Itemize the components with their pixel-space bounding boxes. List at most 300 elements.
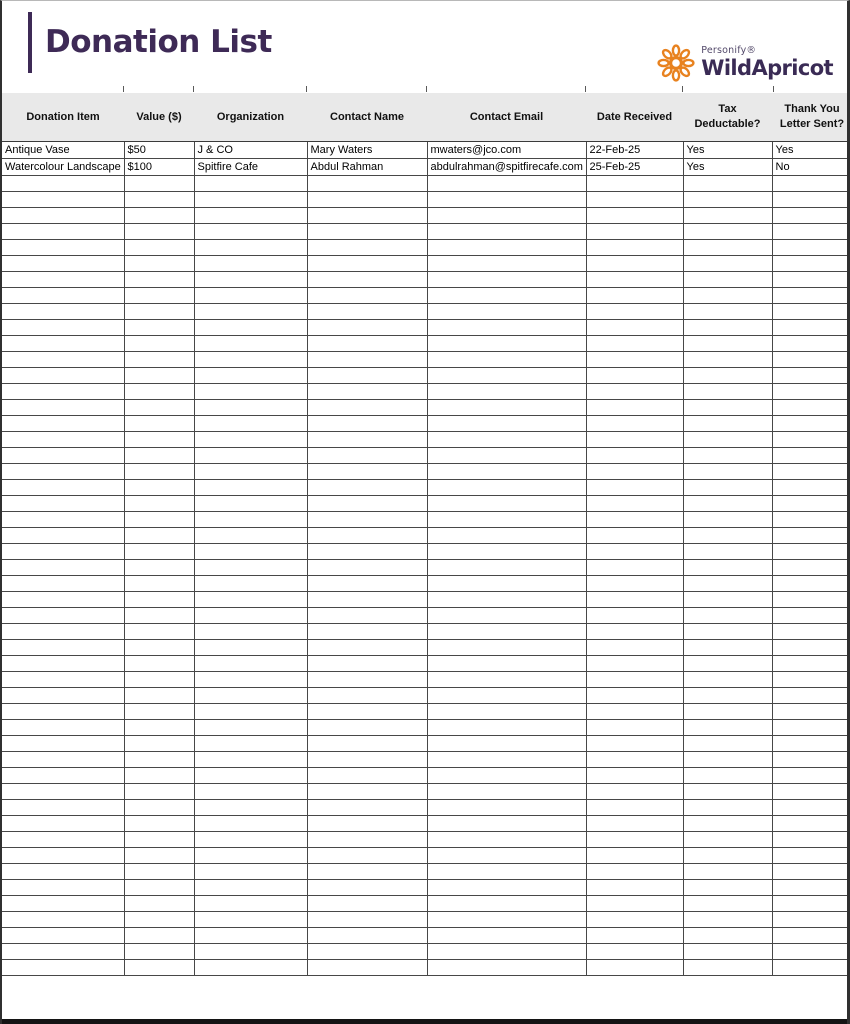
table-row-empty: [2, 687, 850, 703]
table-cell: [2, 735, 124, 751]
table-cell: Yes: [772, 141, 850, 158]
table-cell: [683, 223, 772, 239]
title-area: [2, 1, 847, 93]
table-cell: [124, 607, 194, 623]
table-cell: [683, 463, 772, 479]
table-cell: [586, 959, 683, 975]
table-cell: [586, 511, 683, 527]
table-cell: [586, 751, 683, 767]
table-cell: [194, 287, 307, 303]
table-cell: [427, 591, 586, 607]
table-cell: [2, 463, 124, 479]
table-cell: [194, 479, 307, 495]
table-cell: [683, 847, 772, 863]
table-cell: [307, 207, 427, 223]
table-cell: [427, 287, 586, 303]
table-cell: [307, 831, 427, 847]
table-cell: [194, 943, 307, 959]
table-cell: [683, 799, 772, 815]
table-cell: [194, 879, 307, 895]
table-cell: [772, 351, 850, 367]
table-cell: [427, 623, 586, 639]
table-cell: [683, 335, 772, 351]
table-cell: [772, 447, 850, 463]
table-cell: [307, 175, 427, 191]
table-cell: [307, 687, 427, 703]
table-cell: [427, 943, 586, 959]
table-cell: [683, 655, 772, 671]
table-cell: [683, 767, 772, 783]
table-row-empty: [2, 447, 850, 463]
table-cell: [586, 607, 683, 623]
table-cell: [427, 447, 586, 463]
table-cell: [683, 591, 772, 607]
table-cell: [194, 223, 307, 239]
table-cell: [427, 223, 586, 239]
table-cell: [683, 783, 772, 799]
table-cell: [2, 447, 124, 463]
table-cell: [772, 367, 850, 383]
table-cell: [124, 335, 194, 351]
table-cell: [772, 671, 850, 687]
table-cell: [683, 927, 772, 943]
table-row-empty: [2, 223, 850, 239]
table-cell: [772, 687, 850, 703]
table-cell: [683, 815, 772, 831]
table-cell: [124, 575, 194, 591]
table-cell: [586, 943, 683, 959]
table-cell: [427, 895, 586, 911]
table-cell: [307, 479, 427, 495]
table-cell: [194, 767, 307, 783]
table-cell: [194, 671, 307, 687]
donation-table: [2, 93, 850, 976]
table-cell: [772, 847, 850, 863]
table-cell: [683, 575, 772, 591]
table-cell: [194, 351, 307, 367]
table-cell: [307, 767, 427, 783]
table-cell: [427, 863, 586, 879]
table-cell: [683, 879, 772, 895]
table-cell: [2, 271, 124, 287]
table-cell: [772, 927, 850, 943]
table-cell: [307, 543, 427, 559]
table-cell: [586, 815, 683, 831]
table-row-empty: [2, 863, 850, 879]
table-cell: [683, 527, 772, 543]
table-cell: [427, 575, 586, 591]
table-row-empty: [2, 767, 850, 783]
table-cell: [772, 527, 850, 543]
table-cell: [124, 431, 194, 447]
table-cell: [427, 351, 586, 367]
table-cell: [772, 831, 850, 847]
table-cell: [2, 495, 124, 511]
table-cell: [427, 735, 586, 751]
table-row-empty: [2, 927, 850, 943]
table-cell: [124, 415, 194, 431]
table-cell: [772, 575, 850, 591]
table-cell: [586, 175, 683, 191]
table-cell: [2, 287, 124, 303]
table-cell: [772, 799, 850, 815]
table-cell: [124, 815, 194, 831]
table-cell: [307, 943, 427, 959]
table-cell: [124, 495, 194, 511]
column-header: Value ($): [124, 93, 194, 141]
table-cell: [683, 207, 772, 223]
table-cell: abdulrahman@spitfirecafe.com: [427, 158, 586, 175]
table-cell: [124, 639, 194, 655]
table-cell: [683, 895, 772, 911]
table-row-empty: [2, 367, 850, 383]
table-cell: [2, 767, 124, 783]
table-cell: [427, 527, 586, 543]
table-row-empty: [2, 559, 850, 575]
table-cell: [2, 911, 124, 927]
column-tick: [682, 86, 683, 92]
table-cell: [194, 639, 307, 655]
table-cell: [683, 191, 772, 207]
table-cell: [194, 431, 307, 447]
table-cell: [683, 399, 772, 415]
table-cell: [307, 367, 427, 383]
table-cell: Yes: [683, 141, 772, 158]
table-cell: [586, 831, 683, 847]
table-cell: [772, 191, 850, 207]
table-cell: [194, 815, 307, 831]
table-cell: [194, 191, 307, 207]
table-cell: [194, 255, 307, 271]
table-cell: [586, 687, 683, 703]
table-row-empty: [2, 703, 850, 719]
table-cell: [194, 559, 307, 575]
table-cell: [194, 543, 307, 559]
table-cell: [586, 623, 683, 639]
table-cell: [124, 863, 194, 879]
table-row-empty: [2, 495, 850, 511]
table-cell: [427, 639, 586, 655]
table-cell: [194, 207, 307, 223]
table-row-empty: [2, 879, 850, 895]
table-cell: [194, 623, 307, 639]
table-cell: [772, 239, 850, 255]
table-row-empty: [2, 655, 850, 671]
table-cell: [124, 911, 194, 927]
table-cell: [307, 431, 427, 447]
column-header: Contact Email: [427, 93, 586, 141]
table-cell: [586, 223, 683, 239]
title-block: [28, 12, 272, 73]
table-row-empty: [2, 527, 850, 543]
table-cell: [427, 687, 586, 703]
table-cell: [194, 239, 307, 255]
table-row-empty: [2, 607, 850, 623]
table-cell: [683, 719, 772, 735]
table-cell: [427, 239, 586, 255]
table-cell: [586, 351, 683, 367]
table-cell: [427, 271, 586, 287]
table-cell: [2, 879, 124, 895]
table-row-empty: [2, 639, 850, 655]
table-cell: [124, 591, 194, 607]
table-row-empty: [2, 895, 850, 911]
table-cell: [586, 671, 683, 687]
table-cell: [194, 927, 307, 943]
table-cell: [2, 207, 124, 223]
table-row-empty: [2, 335, 850, 351]
table-cell: [194, 463, 307, 479]
table-cell: [307, 751, 427, 767]
table-cell: [427, 335, 586, 351]
header-row: [2, 93, 850, 141]
table-cell: [586, 367, 683, 383]
table-cell: [124, 463, 194, 479]
table-cell: [307, 703, 427, 719]
table-cell: [124, 895, 194, 911]
table-cell: [772, 703, 850, 719]
table-cell: [586, 239, 683, 255]
column-tick: [123, 86, 124, 92]
table-cell: [772, 911, 850, 927]
table-cell: [124, 879, 194, 895]
table-cell: [2, 335, 124, 351]
table-cell: [427, 399, 586, 415]
table-cell: [307, 719, 427, 735]
table-cell: [307, 335, 427, 351]
table-cell: 25-Feb-25: [586, 158, 683, 175]
table-cell: [194, 863, 307, 879]
table-cell: [124, 831, 194, 847]
table-cell: [586, 559, 683, 575]
column-header: Date Received: [586, 93, 683, 141]
table-cell: [2, 863, 124, 879]
table-cell: [307, 223, 427, 239]
table-row-empty: [2, 383, 850, 399]
table-cell: [772, 175, 850, 191]
table-cell: [124, 719, 194, 735]
table-cell: [307, 255, 427, 271]
table-cell: [307, 815, 427, 831]
table-cell: [2, 799, 124, 815]
table-cell: [124, 783, 194, 799]
table-cell: [683, 175, 772, 191]
table-cell: [683, 239, 772, 255]
table-cell: [194, 175, 307, 191]
table-cell: [586, 703, 683, 719]
table-row-empty: [2, 175, 850, 191]
table-cell: [772, 639, 850, 655]
table-cell: [683, 703, 772, 719]
table-cell: [586, 783, 683, 799]
table-cell: [427, 383, 586, 399]
column-header: Tax Deductable?: [683, 93, 772, 141]
column-tick: [193, 86, 194, 92]
table-cell: [2, 559, 124, 575]
table-cell: [194, 799, 307, 815]
table-row-empty: [2, 831, 850, 847]
table-cell: [586, 863, 683, 879]
table-cell: [427, 303, 586, 319]
table-cell: [427, 767, 586, 783]
table-cell: [124, 191, 194, 207]
table-cell: Watercolour Landscape: [2, 158, 124, 175]
table-cell: [194, 655, 307, 671]
table-row-empty: [2, 671, 850, 687]
table-cell: [194, 447, 307, 463]
table-cell: [124, 207, 194, 223]
table-cell: [194, 303, 307, 319]
table-row-empty: [2, 735, 850, 751]
table-row-empty: [2, 783, 850, 799]
table-cell: [683, 559, 772, 575]
table-cell: [586, 767, 683, 783]
table-cell: [2, 895, 124, 911]
table-cell: [772, 895, 850, 911]
table-cell: [194, 735, 307, 751]
table-cell: [124, 223, 194, 239]
table-cell: [683, 431, 772, 447]
table-cell: [2, 175, 124, 191]
table-cell: [124, 351, 194, 367]
table-row-empty: [2, 303, 850, 319]
table-cell: [124, 959, 194, 975]
table-cell: [2, 543, 124, 559]
table-cell: [194, 847, 307, 863]
table-cell: [683, 303, 772, 319]
table-cell: [2, 239, 124, 255]
table-cell: [427, 959, 586, 975]
table-cell: [2, 655, 124, 671]
table-cell: [307, 607, 427, 623]
table-cell: [772, 751, 850, 767]
table-row-empty: [2, 591, 850, 607]
table-cell: [2, 303, 124, 319]
table-cell: [586, 927, 683, 943]
table-cell: [307, 879, 427, 895]
table-cell: [683, 367, 772, 383]
table-cell: [586, 591, 683, 607]
table-cell: [427, 559, 586, 575]
table-cell: $50: [124, 141, 194, 158]
table-cell: [772, 207, 850, 223]
table-row-empty: [2, 271, 850, 287]
table-cell: [683, 751, 772, 767]
table-row-empty: [2, 399, 850, 415]
table-cell: [194, 959, 307, 975]
table-cell: [683, 623, 772, 639]
table-cell: [2, 847, 124, 863]
table-cell: [2, 383, 124, 399]
table-cell: [307, 863, 427, 879]
table-cell: [586, 847, 683, 863]
table-cell: [2, 591, 124, 607]
table-cell: [124, 175, 194, 191]
table-cell: [772, 495, 850, 511]
table-cell: [772, 255, 850, 271]
apricot-blossom-icon: [656, 42, 696, 82]
table-cell: [2, 575, 124, 591]
table-cell: [772, 783, 850, 799]
table-cell: [307, 895, 427, 911]
table-cell: [427, 671, 586, 687]
table-cell: [2, 927, 124, 943]
table-cell: [307, 399, 427, 415]
table-cell: [124, 767, 194, 783]
table-cell: [124, 799, 194, 815]
table-cell: [772, 543, 850, 559]
table-cell: [124, 399, 194, 415]
table-cell: [586, 911, 683, 927]
table-cell: [2, 751, 124, 767]
table-cell: [683, 639, 772, 655]
table-row-empty: [2, 623, 850, 639]
table-cell: [427, 191, 586, 207]
table-cell: [194, 527, 307, 543]
table-row-empty: [2, 431, 850, 447]
table-cell: [772, 287, 850, 303]
table-cell: [194, 511, 307, 527]
table-cell: [194, 703, 307, 719]
page-title: Donation List: [45, 24, 272, 60]
table-cell: [586, 479, 683, 495]
table-cell: [427, 655, 586, 671]
table-cell: $100: [124, 158, 194, 175]
table-cell: [683, 383, 772, 399]
table-cell: [683, 831, 772, 847]
table-cell: [2, 527, 124, 543]
table-cell: [772, 463, 850, 479]
table-cell: [683, 511, 772, 527]
table-cell: [586, 431, 683, 447]
table-cell: [2, 367, 124, 383]
table-row-empty: [2, 815, 850, 831]
table-cell: [124, 383, 194, 399]
table-cell: [683, 911, 772, 927]
table-cell: [586, 447, 683, 463]
table-cell: [2, 639, 124, 655]
table-cell: [194, 415, 307, 431]
table-cell: [683, 447, 772, 463]
table-cell: [194, 751, 307, 767]
table-cell: [586, 207, 683, 223]
table-cell: [772, 303, 850, 319]
table-row-empty: [2, 511, 850, 527]
table-cell: [683, 479, 772, 495]
table-cell: [427, 783, 586, 799]
table-cell: [586, 335, 683, 351]
table-row-empty: [2, 463, 850, 479]
table-cell: [427, 607, 586, 623]
table-cell: [427, 367, 586, 383]
table-cell: [586, 879, 683, 895]
table-cell: Antique Vase: [2, 141, 124, 158]
column-header: Thank You Letter Sent?: [772, 93, 850, 141]
table-cell: [586, 287, 683, 303]
table-cell: [772, 863, 850, 879]
table-cell: mwaters@jco.com: [427, 141, 586, 158]
table-row: [2, 141, 850, 158]
table-cell: [427, 255, 586, 271]
table-cell: [683, 319, 772, 335]
table-cell: [772, 223, 850, 239]
table-cell: [427, 207, 586, 223]
table-cell: [194, 271, 307, 287]
table-cell: [194, 783, 307, 799]
table-cell: [194, 335, 307, 351]
table-cell: [194, 575, 307, 591]
table-cell: [2, 351, 124, 367]
